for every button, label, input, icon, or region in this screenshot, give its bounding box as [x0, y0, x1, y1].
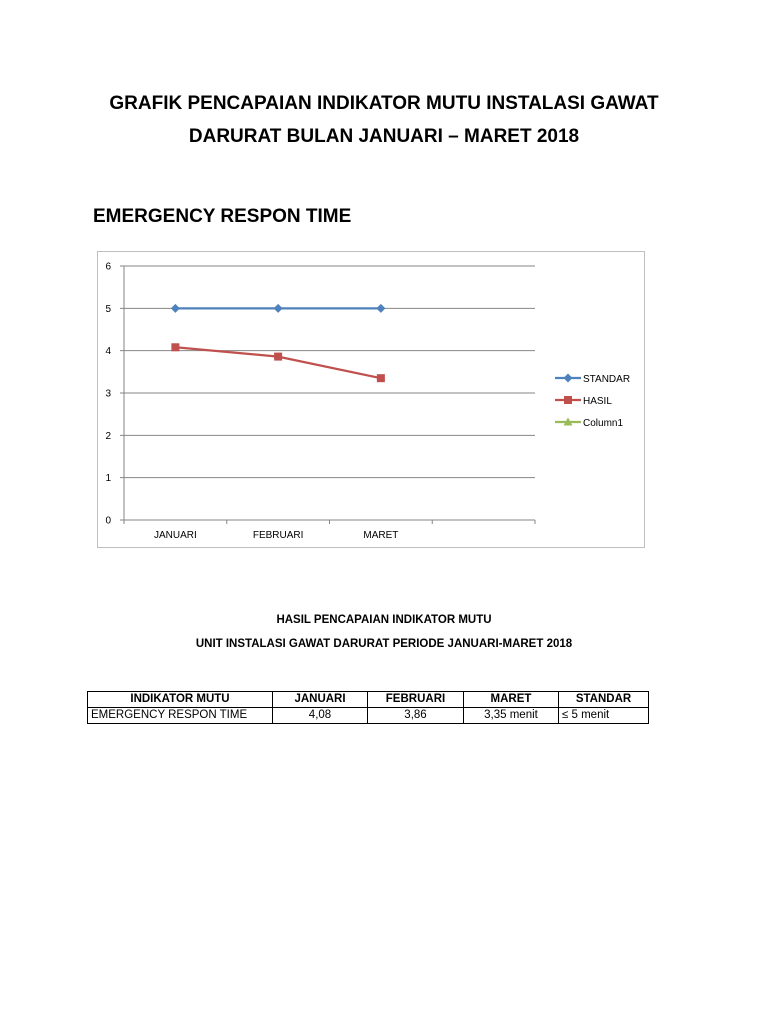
data-point-standar [376, 304, 385, 313]
header-standar: STANDAR [559, 692, 649, 708]
document-title-line1: GRAFIK PENCAPAIAN INDIKATOR MUTU INSTALASI GAWAT [109, 93, 659, 114]
data-point-hasil [171, 343, 179, 351]
legend-marker-standar [564, 374, 573, 383]
y-tick-label: 3 [105, 388, 111, 400]
header-maret: MARET [464, 692, 559, 708]
y-tick-label: 1 [105, 473, 111, 485]
data-point-hasil [377, 374, 385, 382]
data-point-standar [274, 304, 283, 313]
document-title-line2: DARURAT BULAN JANUARI – MARET 2018 [188, 126, 580, 147]
table-title-line1: HASIL PENCAPAIAN INDIKATOR MUTU [276, 614, 492, 626]
x-tick-label: FEBRUARI [252, 530, 304, 541]
section-title: EMERGENCY RESPON TIME [93, 206, 352, 227]
cell-januari: 4,08 [273, 708, 368, 724]
data-point-standar [171, 304, 180, 313]
table-header-row [88, 692, 649, 708]
x-tick-label: MARET [363, 530, 399, 541]
table-title-line2: UNIT INSTALASI GAWAT DARURAT PERIODE JANUARI-MARET 2018 [195, 638, 573, 650]
y-tick-label: 0 [105, 515, 111, 527]
header-februari: FEBRUARI [368, 692, 464, 708]
chart-svg [98, 252, 646, 549]
cell-standar: ≤ 5 menit [559, 708, 649, 724]
header-januari: JANUARI [273, 692, 368, 708]
y-tick-label: 4 [105, 346, 111, 358]
legend-label: HASIL [583, 396, 612, 407]
header-indikator: INDIKATOR MUTU [88, 692, 273, 708]
y-tick-label: 5 [105, 303, 111, 315]
line-chart [97, 251, 645, 548]
table-row [88, 708, 649, 724]
data-point-hasil [274, 353, 282, 361]
x-tick-label: JANUARI [153, 530, 197, 541]
document-title [40, 87, 728, 153]
series-line-hasil [175, 347, 381, 378]
cell-februari: 3,86 [368, 708, 464, 724]
cell-indikator: EMERGENCY RESPON TIME [88, 708, 273, 724]
y-tick-label: 2 [105, 430, 111, 442]
y-tick-label: 6 [105, 261, 111, 273]
legend-label: STANDAR [583, 374, 631, 385]
results-table [87, 691, 649, 724]
legend-marker-hasil [564, 396, 572, 404]
legend-label: Column1 [583, 418, 624, 429]
cell-maret: 3,35 menit [464, 708, 559, 724]
